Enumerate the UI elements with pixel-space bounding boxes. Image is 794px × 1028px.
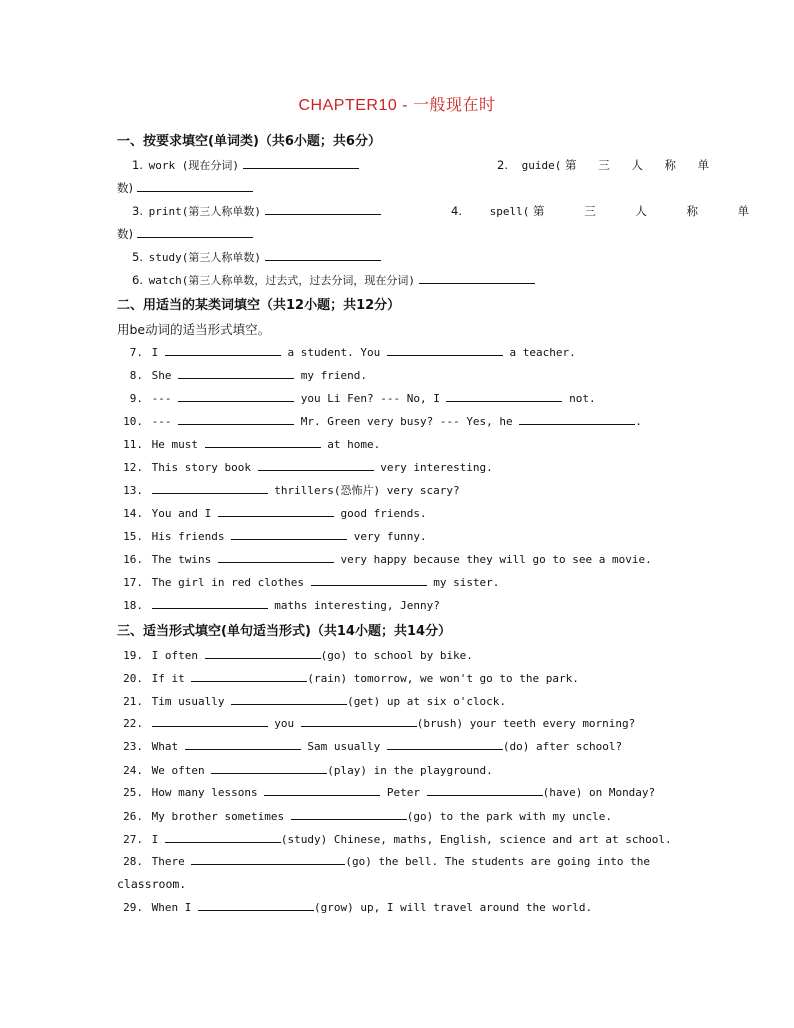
answer-blank[interactable]	[387, 738, 503, 750]
answer-blank[interactable]	[211, 762, 327, 774]
answer-blank[interactable]	[446, 390, 562, 402]
question-14: 14. You and I good friends.	[123, 507, 427, 520]
question-3: 3. print(第三人称单数)	[117, 203, 677, 220]
question-5: 5. study(第三人称单数)	[117, 249, 677, 266]
question-18: 18. maths interesting, Jenny?	[123, 599, 440, 612]
answer-blank[interactable]	[137, 180, 253, 192]
answer-blank[interactable]	[191, 853, 345, 865]
answer-blank[interactable]	[387, 344, 503, 356]
answer-blank[interactable]	[218, 505, 334, 517]
question-2: 2. guide( 第 三 人 称 单	[497, 158, 719, 172]
question-21: 21. Tim usually (get) up at six o'clock.	[123, 695, 507, 708]
answer-blank[interactable]	[519, 413, 635, 425]
question-25: 25. How many lessons Peter (have) on Monday?	[123, 786, 656, 799]
answer-blank[interactable]	[243, 157, 359, 169]
answer-blank[interactable]	[258, 459, 374, 471]
answer-blank[interactable]	[205, 436, 321, 448]
answer-blank[interactable]	[165, 344, 281, 356]
question-8: 8. She my friend.	[129, 369, 367, 382]
question-20: 20. If it (rain) tomorrow, we won't go to the park.	[123, 672, 579, 685]
question-26: 26. My brother sometimes (go) to the park with my uncle.	[123, 810, 613, 823]
question-2-continued: 数)	[117, 180, 253, 196]
question-4-continued: 数)	[117, 226, 253, 242]
question-22: 22. you (brush) your teeth every morning?	[123, 717, 636, 730]
answer-blank[interactable]	[231, 693, 347, 705]
question-13: 13. thrillers(恐怖片) very scary?	[123, 484, 460, 497]
answer-blank[interactable]	[165, 831, 281, 843]
answer-blank[interactable]	[178, 367, 294, 379]
question-12: 12. This story book very interesting.	[123, 461, 493, 474]
section-2-instruction: 用be动词的适当形式填空。	[117, 322, 271, 337]
answer-blank[interactable]	[231, 528, 347, 540]
answer-blank[interactable]	[185, 738, 301, 750]
question-15: 15. His friends very funny.	[123, 530, 427, 543]
answer-blank[interactable]	[264, 784, 380, 796]
answer-blank[interactable]	[419, 272, 535, 284]
answer-blank[interactable]	[205, 647, 321, 659]
question-23: 23. What Sam usually (do) after school?	[123, 740, 623, 753]
answer-blank[interactable]	[427, 784, 543, 796]
section-3-heading: 三、适当形式填空(单句适当形式)（共14小题；共14分）	[117, 624, 452, 639]
answer-blank[interactable]	[265, 203, 381, 215]
page-title: CHAPTER10 - 一般现在时	[298, 97, 496, 114]
answer-blank[interactable]	[301, 715, 417, 727]
question-19: 19. I often (go) to school by bike.	[123, 649, 473, 662]
question-10: 10. --- Mr. Green very busy? --- Yes, he .	[123, 415, 642, 428]
answer-blank[interactable]	[178, 390, 294, 402]
section-1-heading: 一、按要求填空(单词类)（共6小题；共6分）	[117, 134, 381, 149]
question-28-continued: classroom.	[117, 877, 187, 891]
question-29: 29. When I (grow) up, I will travel around the world.	[123, 901, 593, 914]
question-27: 27. I (study) Chinese, maths, English, science and art at school.	[123, 833, 672, 846]
answer-blank[interactable]	[311, 574, 427, 586]
answer-blank[interactable]	[152, 482, 268, 494]
answer-blank[interactable]	[218, 551, 334, 563]
question-6: 6. watch(第三人称单数，过去式，过去分词，现在分词)	[117, 272, 677, 289]
answer-blank[interactable]	[137, 226, 253, 238]
answer-blank[interactable]	[191, 670, 307, 682]
answer-blank[interactable]	[152, 597, 268, 609]
question-24: 24. We often (play) in the playground.	[123, 764, 493, 777]
question-17: 17. The girl in red clothes my sister.	[123, 576, 500, 589]
question-9: 9. --- you Li Fen? --- No, I not.	[129, 392, 596, 405]
question-7: 7. I a student. You a teacher.	[129, 346, 576, 359]
question-11: 11. He must at home.	[123, 438, 381, 451]
answer-blank[interactable]	[152, 715, 268, 727]
answer-blank[interactable]	[291, 808, 407, 820]
answer-blank[interactable]	[178, 413, 294, 425]
question-4: 4. spell( 第 三 人 称 单	[451, 204, 768, 218]
question-28: 28. There (go) the bell. The students are going into the	[123, 855, 651, 868]
section-2-heading: 二、用适当的某类词填空（共12小题；共12分）	[117, 298, 401, 313]
question-16: 16. The twins very happy because they will go to see a movie.	[123, 553, 652, 566]
answer-blank[interactable]	[265, 249, 381, 261]
answer-blank[interactable]	[198, 899, 314, 911]
question-1: 1. work (现在分词)	[117, 157, 677, 174]
